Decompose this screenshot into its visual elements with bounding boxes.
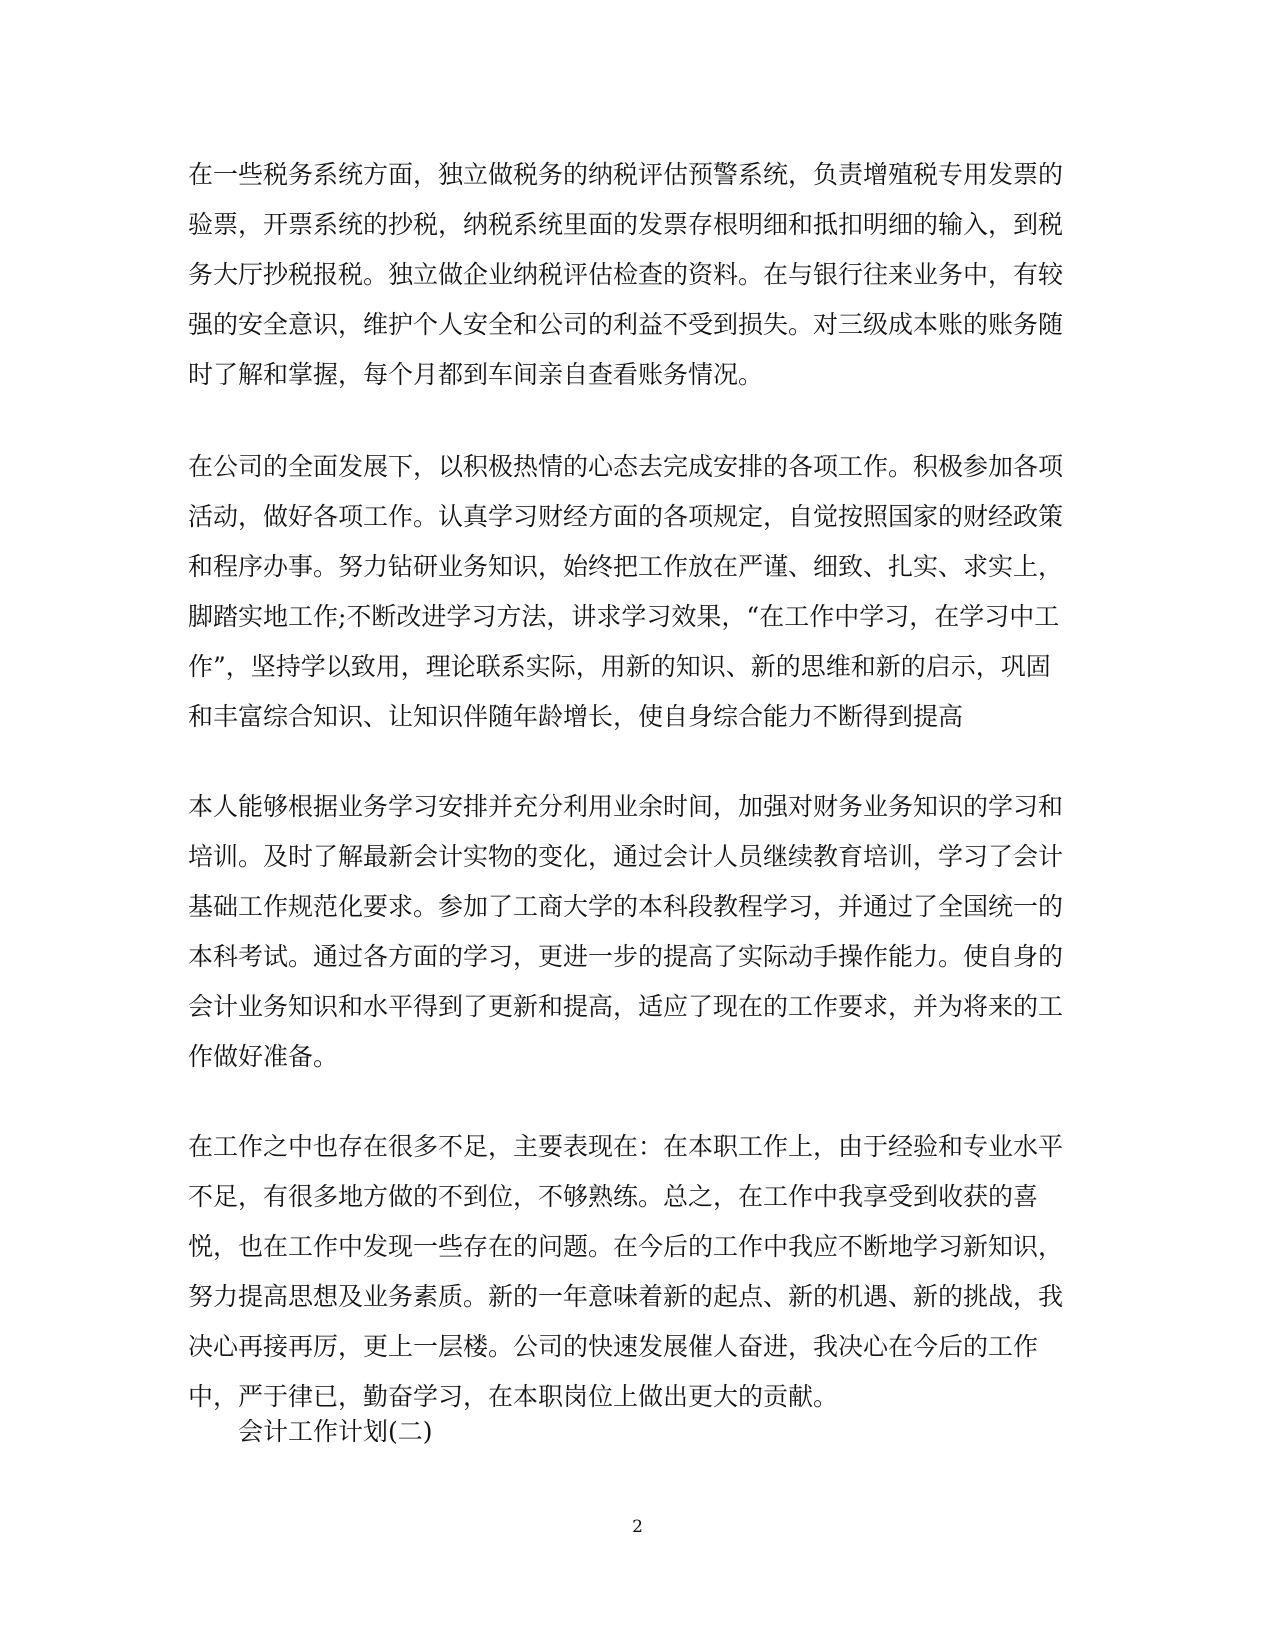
page-number: 2 bbox=[632, 1517, 643, 1537]
paragraph-study-training: 本人能够根据业务学习安排并充分利用业余时间，加强对财务业务知识的学习和培训。及时了解最新会计实物的变化，通过会计人员继续教育培训，学习了会计基础工作规范化要求。参加了工商大学的本科段教程学习，并通过了全国统一的本科考试。通过各方面的学习，更进一步的提高了实际动手操作能力。使自身的会计业务知识和水平得到了更新和提高，适应了现在的工作要求，并为将来的工作做好准备。 bbox=[188, 792, 1064, 1071]
paragraph-tax-systems: 在一些税务系统方面，独立做税务的纳税评估预警系统，负责增殖税专用发票的验票，开票系统的抄税，纳税系统里面的发票存根明细和抵扣明细的输入，到税务大厅抄税报税。独立做企业纳税评估检查的资料。在与银行往来业务中，有较强的安全意识，维护个人安全和公司的利益不受到损失。对三级成本账的账务随时了解和掌握，每个月都到车间亲自查看账务情况。 bbox=[188, 160, 1064, 389]
paragraph-company-development: 在公司的全面发展下，以积极热情的心态去完成安排的各项工作。积极参加各项活动，做好各项工作。认真学习财经方面的各项规定，自觉按照国家的财经政策和程序办事。努力钻研业务知识，始终把工作放在严谨、细致、扎实、求实上，脚踏实地工作;不断改进学习方法，讲求学习效果，“在工作中学习，在学习中工作”，坚持学以致用，理论联系实际，用新的知识、新的思维和新的启示，巩固和丰富综合知识、让知识伴随年龄增长，使自身综合能力不断得到提高 bbox=[188, 452, 1064, 731]
paragraph-shortcomings: 在工作之中也存在很多不足，主要表现在：在本职工作上，由于经验和专业水平不足，有很多地方做的不到位，不够熟练。总之，在工作中我享受到收获的喜悦，也在工作中发现一些存在的问题。在今后的工作中我应不断地学习新知识，努力提高思想及业务素质。新的一年意味着新的起点、新的机遇、新的挑战，我决心再接再厉，更上一层楼。公司的快速发展催人奋进，我决心在今后的工作中，严于律已，勤奋学习，在本职岗位上做出更大的贡献。 bbox=[188, 1132, 1064, 1411]
section-heading: 会计工作计划(二) bbox=[238, 1417, 433, 1446]
